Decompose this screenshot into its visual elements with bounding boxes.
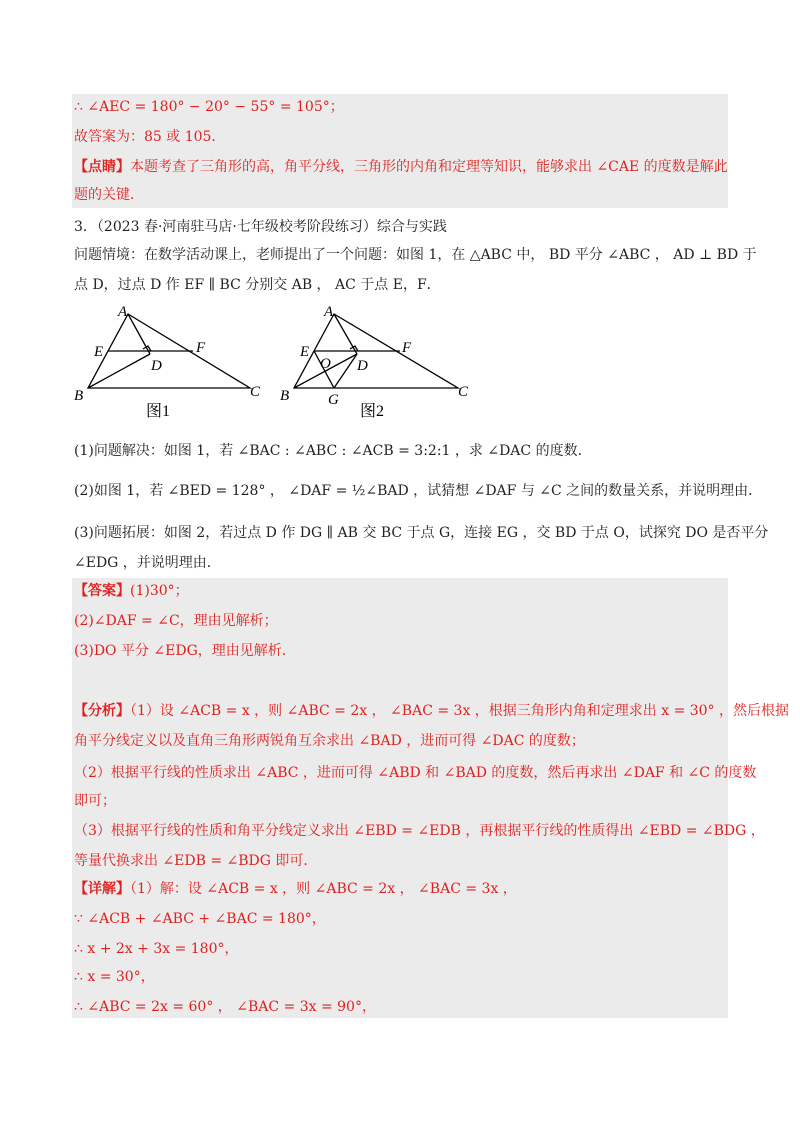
detail-line-2: ∵ ∠ACB + ∠ABC + ∠BAC = 180°， <box>74 911 326 927</box>
fig1-label-f: F <box>196 340 206 356</box>
problem-intro-1: 问题情境：在数学活动课上，老师提出了一个问题：如图 1，在 △ABC 中， BD 平分 ∠ABC ， AD ⊥ BD 于 <box>74 247 757 263</box>
problem-intro-2: 点 D，过点 D 作 EF ∥ BC 分别交 AB ， AC 于点 E，F． <box>74 277 441 293</box>
question-2: (2)如图 1，若 ∠BED = 128° ， ∠DAF = ½∠BAD ，试猜想 ∠DAF 与 ∠C 之间的数量关系，并说明理由． <box>74 483 763 499</box>
top-line-2: 故答案为：85 或 105． <box>74 129 226 145</box>
fig2-label-e: E <box>300 344 310 360</box>
fig2-label-d: D <box>357 358 368 374</box>
comment-line-2: 题的关键． <box>74 187 144 203</box>
comment-tag: 【点睛】 <box>74 159 130 175</box>
figure-1 <box>88 314 250 388</box>
fig1-label-b: B <box>74 388 84 404</box>
detail-tag: 【详解】 <box>74 881 130 897</box>
answer-tag: 【答案】 <box>74 583 130 599</box>
problem-header: 3．（2023 春·河南驻马店·七年级校考阶段练习）综合与实践 <box>74 219 447 235</box>
question-3b: ∠EDG ，并说明理由． <box>74 555 221 571</box>
comment-text-1: 本题考查了三角形的高，角平分线，三角形的内角和定理等知识，能够求出 ∠CAE 的度数是解此 <box>130 159 728 175</box>
analysis-line-1 <box>74 700 789 722</box>
answer-2: (2)∠DAF = ∠C，理由见解析； <box>74 613 278 629</box>
figure-2 <box>294 314 458 388</box>
question-1: (1)问题解决：如图 1，若 ∠BAC : ∠ABC : ∠ACB = 3:2:1 ，求 ∠DAC 的度数． <box>74 443 592 459</box>
fig1-label-a: A <box>118 304 128 320</box>
detail-line-4: ∴ x = 30°， <box>74 969 155 985</box>
analysis-tag: 【分析】 <box>74 703 130 719</box>
answer-1: (1)30°； <box>130 583 189 599</box>
analysis-line-5: （3）根据平行线的性质和角平分线定义求出 ∠EBD = ∠EDB ，再根据平行线的性质得出 ∠EBD = ∠BDG ， <box>74 823 765 839</box>
analysis-line-3: （2）根据平行线的性质求出 ∠ABC ，进而可得 ∠ABD 和 ∠BAD 的度数，然后再求出 ∠DAF 和 ∠C 的度数 <box>74 765 757 781</box>
fig2-label-b: B <box>280 388 290 404</box>
question-3a: (3)问题拓展：如图 2，若过点 D 作 DG ∥ AB 交 BC 于点 G，连接 EG ，交 BD 于点 O，试探究 DO 是否平分 <box>74 525 769 541</box>
detail-line-1 <box>74 878 517 900</box>
top-line-1: ∴ ∠AEC = 180° − 20° − 55° = 105°； <box>74 99 344 115</box>
fig2-label-o: O <box>320 356 331 372</box>
analysis-line-2: 角平分线定义以及直角三角形两锐角互余求出 ∠BAD ，进而可得 ∠DAC 的度数； <box>74 733 585 749</box>
fig2-label-f: F <box>402 340 412 356</box>
analysis-line-4: 即可； <box>74 793 116 809</box>
fig2-line-ad <box>334 314 357 354</box>
fig1-label-c: C <box>250 384 261 400</box>
fig1-caption: 图1 <box>146 403 171 420</box>
fig2-label-c: C <box>458 384 469 400</box>
fig1-label-e: E <box>94 344 104 360</box>
answer-line-1 <box>74 580 189 602</box>
geometry-figures <box>72 304 492 422</box>
detail-line-3: ∴ x + 2x + 3x = 180°， <box>74 941 239 957</box>
analysis-line-6: 等量代换求出 ∠EDB = ∠BDG 即可． <box>74 853 318 869</box>
fig1-label-d: D <box>151 358 162 374</box>
detail-line-5: ∴ ∠ABC = 2x = 60° ， ∠BAC = 3x = 90°， <box>74 999 376 1015</box>
fig2-label-a: A <box>324 304 334 320</box>
answer-3: (3)DO 平分 ∠EDG，理由见解析． <box>74 643 296 659</box>
fig2-caption: 图2 <box>360 403 385 420</box>
fig2-label-g: G <box>328 392 339 408</box>
analysis-text-1: （1）设 ∠ACB = x ，则 ∠ABC = 2x ， ∠BAC = 3x ，根据三角形内角和定理求出 x = 30° ，然后根据 <box>130 703 790 719</box>
detail-text-1: （1）解：设 ∠ACB = x ，则 ∠ABC = 2x ， ∠BAC = 3x ， <box>130 881 517 897</box>
comment-line-1 <box>74 156 728 178</box>
fig2-line-dg <box>334 354 357 388</box>
